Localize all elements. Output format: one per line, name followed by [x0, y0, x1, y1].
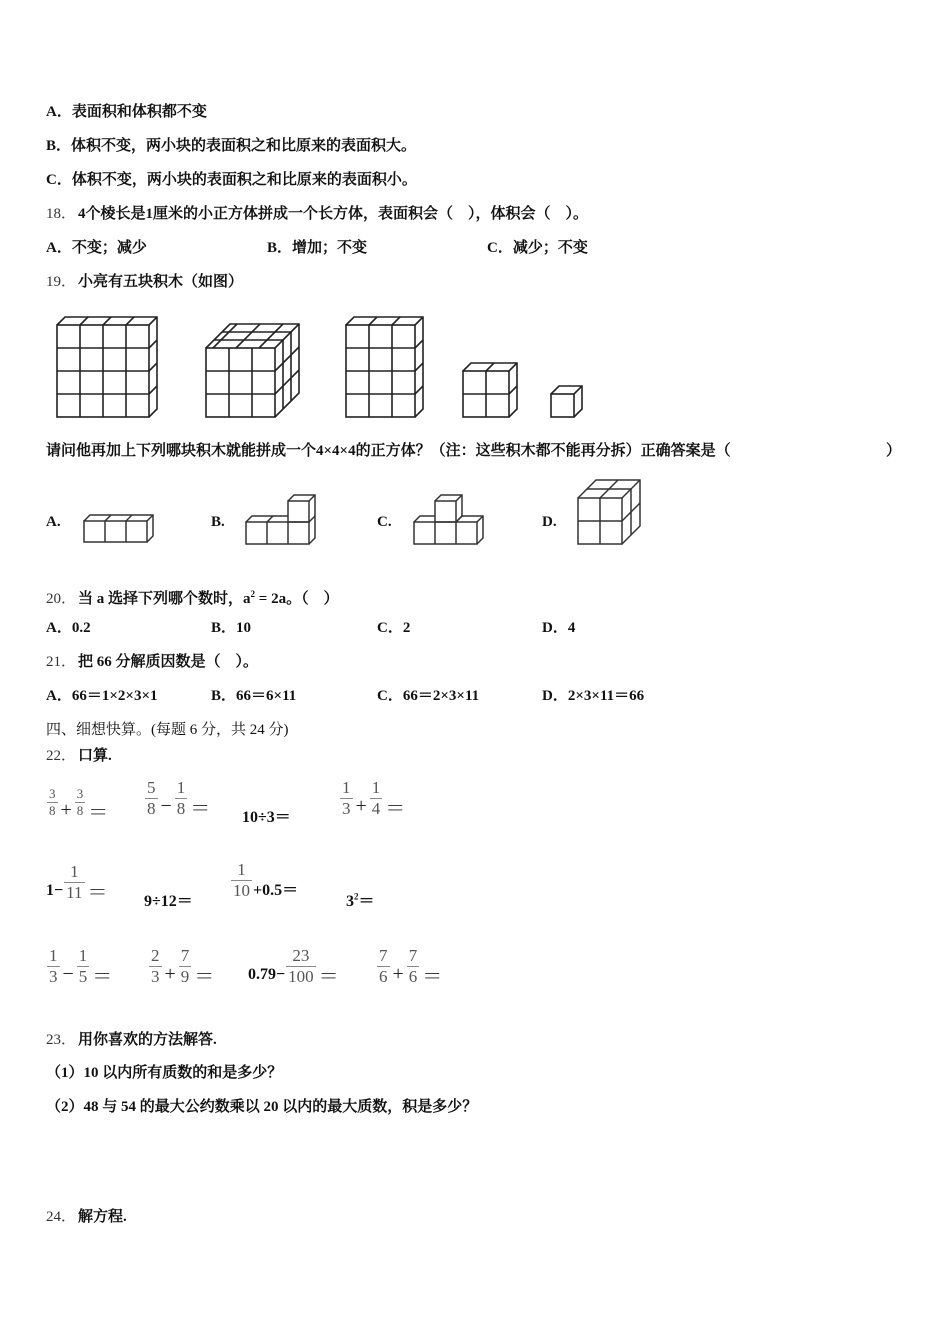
option-d-figure: [576, 478, 646, 548]
calc-2-1: 1− $\frac{1}{11}$ ＝: [46, 862, 108, 904]
q20-option-c: C．2: [377, 620, 411, 636]
calc-2-2: 9÷12＝: [144, 893, 193, 910]
q21-option-b: B．66＝6×11: [211, 688, 297, 704]
q20-option-d: D．4: [542, 620, 576, 636]
q19-sub-question: 请问他再加上下列哪块积木就能拼成一个4×4×4的正方体？（注：这些积木都不能再分拆）正确答案是（: [46, 443, 731, 459]
q20-option-b: B．10: [211, 620, 252, 636]
block-figure-2: [204, 322, 304, 420]
calc-1-2: $\frac{5}{8}$ − $\frac{1}{8}$ ＝: [147, 778, 211, 820]
block-figure-5: [549, 384, 585, 420]
calc-1-1: $\frac{3}{8}$ + $\frac{3}{8}$ ＝: [49, 786, 109, 824]
q23-part-1: （1）10 以内所有质数的和是多少？: [46, 1065, 283, 1081]
block-figure-4: [461, 361, 520, 420]
calc-3-1: $\frac{1}{3}$ − $\frac{1}{5}$ ＝: [49, 946, 113, 988]
option-c-figure: [412, 493, 488, 548]
q17-option-a: A．表面积和体积都不变: [46, 104, 207, 120]
calc-3-2: $\frac{2}{3}$ + $\frac{7}{9}$ ＝: [151, 946, 215, 988]
calc-2-4: $3^2=$: [346, 891, 375, 910]
q19-question: 19． 小亮有五块积木（如图）: [46, 274, 244, 290]
q18-option-c: C．减少；不变: [487, 240, 588, 256]
q20-question: 20． 当 a 选择下列哪个数时，$a^2 = 2a$。（ ）: [46, 589, 339, 607]
q21-question: 21． 把 66 分解质因数是（ ）。: [46, 654, 259, 670]
q18-question: 18． 4个棱长是1厘米的小正方体拼成一个长方体，表面积会（ ），体积会（ ）。: [46, 206, 589, 222]
block-figure-3: [344, 315, 426, 420]
q20-option-a: A．0.2: [46, 620, 91, 636]
q17-option-b: B．体积不变，两小块的表面积之和比原来的表面积大。: [46, 138, 417, 154]
q22-question: 22． 口算.: [46, 748, 112, 764]
calc-2-3: $\frac{1}{10}$ +0.5＝: [233, 860, 299, 900]
q18-option-b: B．增加；不变: [267, 240, 368, 256]
q19-option-a-label: A.: [46, 514, 61, 530]
option-b-figure: [244, 493, 320, 548]
q19-option-d-label: D.: [542, 514, 557, 530]
section-4-title: 四、细想快算。(每题 6 分，共 24 分): [46, 722, 289, 738]
calc-1-3: 10÷3＝: [242, 809, 291, 826]
q19-option-b-label: B.: [211, 514, 225, 530]
q23-part-2: （2）48 与 54 的最大公约数乘以 20 以内的最大质数，积是多少？: [46, 1099, 478, 1115]
calc-3-3: 0.79− $\frac{23}{100}$ ＝: [248, 946, 339, 988]
q19-answer-paren: ）: [886, 443, 902, 459]
q24-question: 24． 解方程.: [46, 1209, 127, 1225]
q23-question: 23． 用你喜欢的方法解答.: [46, 1032, 217, 1048]
calc-1-4: $\frac{1}{3}$ + $\frac{1}{4}$ ＝: [342, 778, 406, 820]
q21-option-c: C．66＝2×3×11: [377, 688, 480, 704]
block-figure-1: [55, 315, 160, 420]
q21-option-a: A．66＝1×2×3×1: [46, 688, 158, 704]
q21-option-d: D．2×3×11＝66: [542, 688, 645, 704]
q18-option-a: A．不变；减少: [46, 240, 147, 256]
q17-option-c: C．体积不变，两小块的表面积之和比原来的表面积小。: [46, 172, 417, 188]
calc-3-4: $\frac{7}{6}$ + $\frac{7}{6}$ ＝: [379, 946, 443, 988]
option-a-figure: [82, 513, 158, 545]
q19-option-c-label: C.: [377, 514, 392, 530]
